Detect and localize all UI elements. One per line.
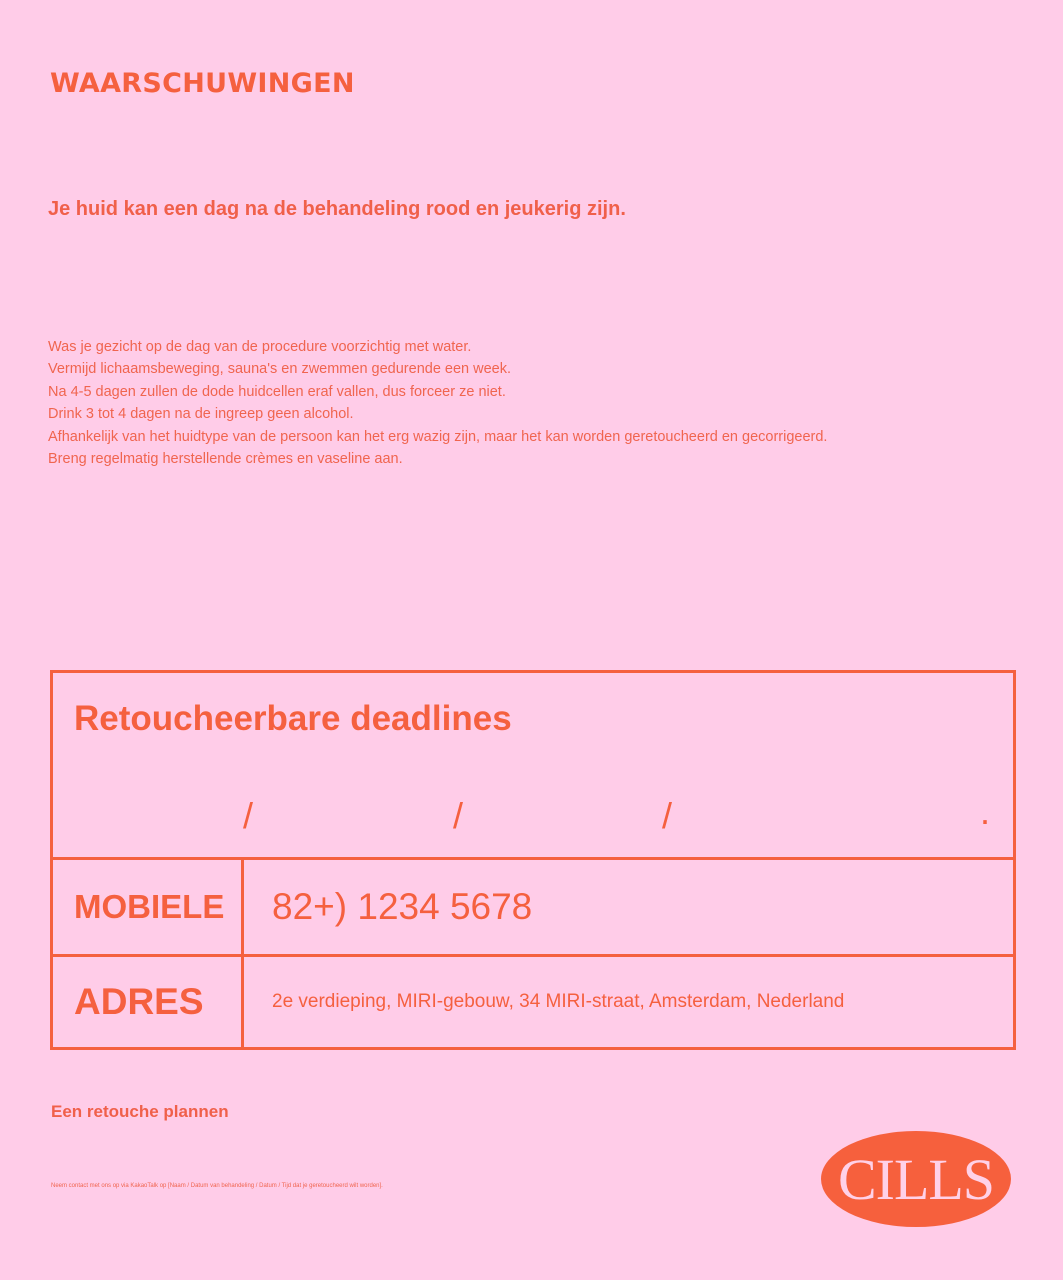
retouch-deadline-card: [50, 670, 1016, 1050]
cills-logo: [821, 1131, 1011, 1227]
note-line: Was je gezicht op de dag van de procedure voorzichtig met water.: [48, 339, 472, 355]
mobile-label: MOBIELE: [53, 860, 244, 954]
date-field-separator[interactable]: /: [243, 795, 254, 836]
card-title: Retoucheerbare deadlines: [74, 699, 512, 738]
note-line: Vermijd lichaamsbeweging, sauna's en zwemmen gedurende een week.: [48, 361, 512, 378]
schedule-retouch-link[interactable]: Een retouche plannen: [51, 1102, 229, 1121]
note-line: Na 4-5 dagen zullen de dode huidcellen eraf vallen, dus forceer ze niet.: [48, 383, 506, 400]
contact-footnote: Neem contact met ons op via KakaoTalk op [Naam / Datum van behandeling / Datum / Tijd dat je geretoucheerd wilt worden].: [51, 1183, 383, 1189]
logo-text: CILLS: [837, 1147, 995, 1212]
page-title: WAARSCHUWINGEN: [50, 68, 355, 99]
address-value: 2e verdieping, MIRI-gebouw, 34 MIRI-straat, Amsterdam, Nederland: [272, 991, 845, 1012]
note-line: Breng regelmatig herstellende crèmes en vaseline aan.: [48, 451, 403, 468]
date-field-end[interactable]: .: [980, 791, 991, 832]
note-line: Drink 3 tot 4 dagen na de ingreep geen alcohol.: [48, 406, 354, 423]
mobile-value: 82+) 1234 5678: [272, 886, 533, 927]
address-label: ADRES: [53, 957, 244, 1047]
deadline-header: [53, 673, 1013, 860]
warning-subtitle: Je huid kan een dag na de behandeling rood en jeukerig zijn.: [48, 198, 626, 220]
address-row: [53, 957, 1013, 1047]
date-field-separator[interactable]: /: [662, 795, 673, 836]
note-line: Afhankelijk van het huidtype van de persoon kan het erg wazig zijn, maar het kan worden geretoucheerd en gecorrigeerd.: [48, 428, 828, 445]
mobile-row: [53, 860, 1013, 957]
aftercare-notes: [48, 336, 827, 470]
date-field-separator[interactable]: /: [453, 795, 464, 836]
